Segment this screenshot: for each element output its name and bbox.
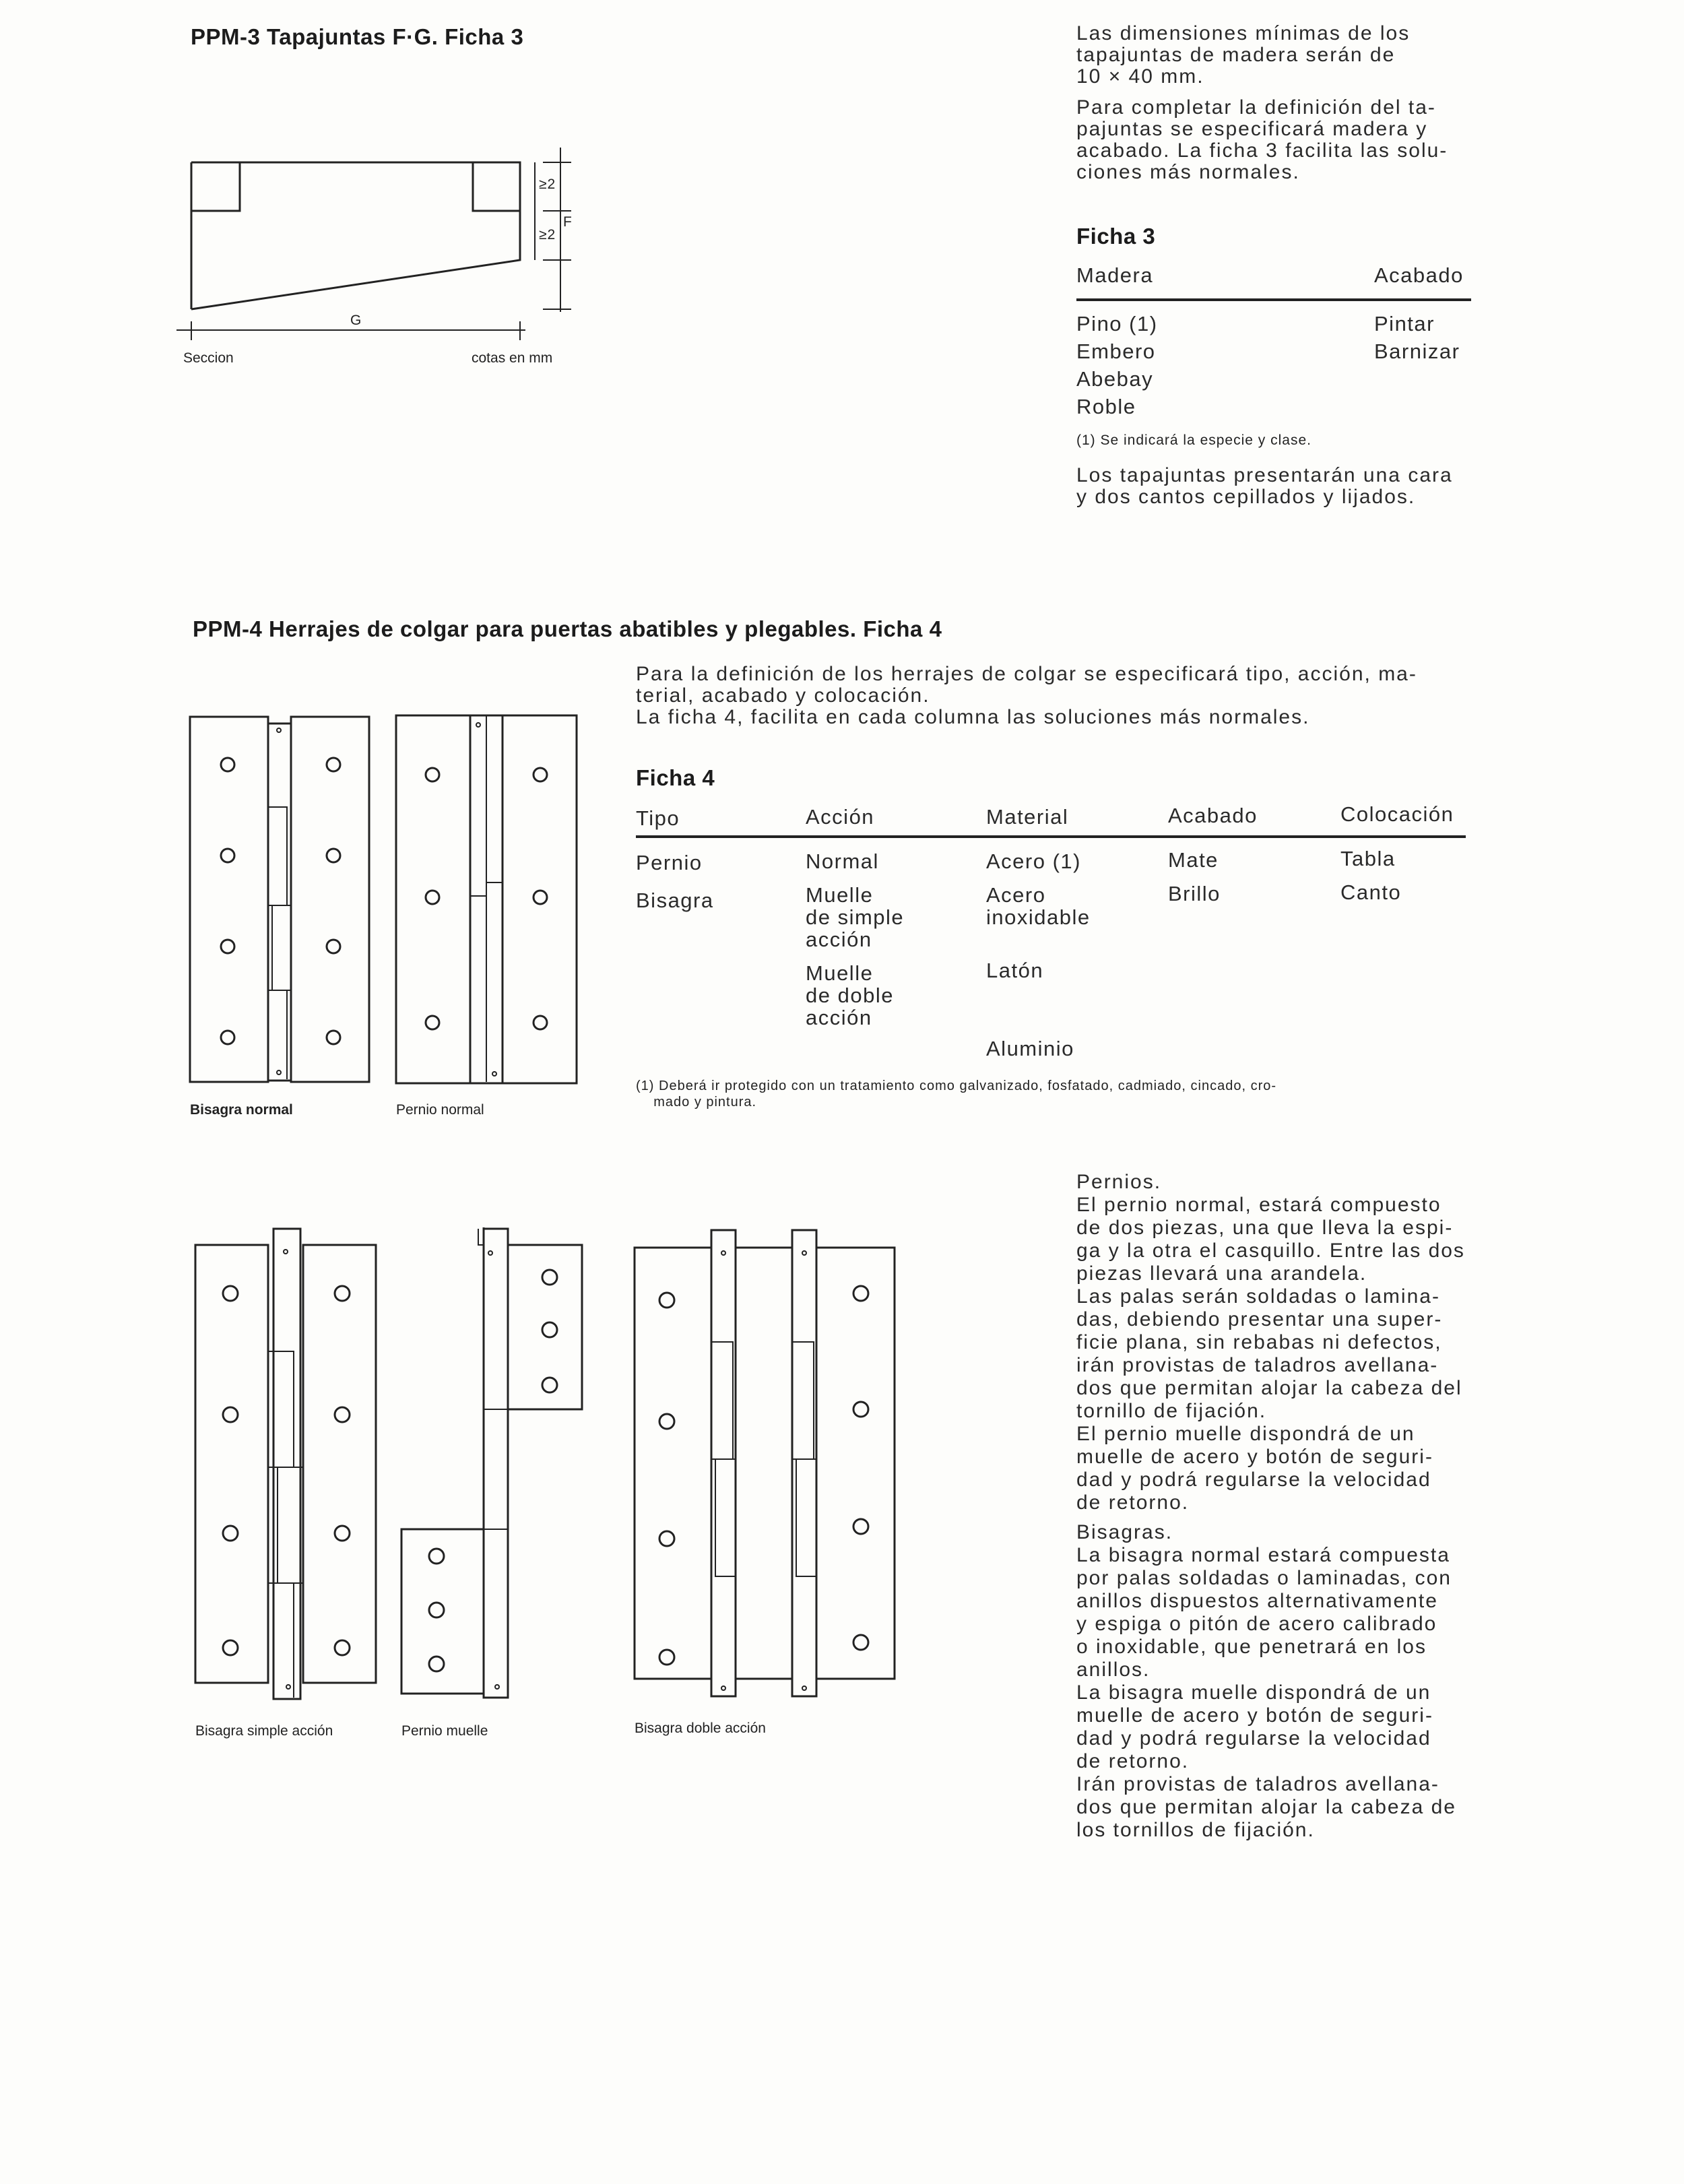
caption-bisagra-normal: Bisagra normal [190,1102,293,1118]
material-acero: Acero (1) [986,849,1081,873]
pernios-text: Pernios. El pernio normal, estará compuesto de dos piezas, una que lleva la espi- ga y la otra el casquillo. Entre las dos piezas llevará una arandela. Las palas serán soldadas o lamina- das, debiendo presentar una super- ficie plana, sin rebabas ni defectos, irán provistas de taladros avellana- dos que permitan alojar la cabeza del tornillo de fijación. El pernio muelle dispondrá de un muelle de acero y botón de seguri- dad y podrá regularse la velocidad de retorno. [1076,1171,1465,1514]
ficha4-rule [636,835,1466,838]
ppm4-intro: Para la definición de los herrajes de colgar se especificará tipo, acción, ma- terial, acabado y colocación. La ficha 4, facilita en cada columna las soluciones más normales. [636,663,1417,728]
madera-item: Roble [1076,395,1136,418]
ficha4-header-acabado: Acabado [1168,804,1258,827]
accion-muelle-simple: Muelle de simple acción [806,883,905,951]
material-aluminio: Aluminio [986,1037,1074,1060]
colocacion-tabla: Tabla [1340,847,1396,870]
material-acero-inox: Acero inoxidable [986,883,1091,929]
ficha3-footnote: (1) Se indicará la especie y clase. [1076,432,1311,448]
dim-label-g: G [350,313,362,328]
bisagras-text: Bisagras. La bisagra normal estará compuesta por palas soldadas o laminadas, con anillos dispuestos alternativamente y espiga o pitón de acero calibrado o inoxidable, que penetrará en los anillos. La bisagra muelle dispondrá de un muelle de acero y botón de seguri- dad y podrá regularse la velocidad de retorno. Irán provistas de taladros avellana- dos que permitan alojar la cabeza de los tornillos de fijación. [1076,1521,1456,1841]
acabado-mate: Mate [1168,848,1219,872]
ppm3-text [1076,23,1487,193]
accion-normal: Normal [806,849,879,873]
ficha3-acabado-list [1374,310,1460,365]
acabado-item: Barnizar [1374,340,1460,363]
tipo-bisagra: Bisagra [636,889,714,912]
material-laton: Latón [986,959,1044,982]
caption-bisagra-simple: Bisagra simple acción [195,1723,333,1739]
caption-pernio-normal: Pernio normal [396,1102,484,1118]
ficha4-footnote: (1) Deberá ir protegido con un tratamiento como galvanizado, fosfatado, cadmiado, cincado, cro- mado y pintura. [636,1079,1277,1110]
ppm3-paragraph-2: Para completar la definición del ta- pajuntas se especificará madera y acabado. La ficha 3 facilita las solu- ciones más normales. [1076,96,1448,183]
ficha3-header-madera: Madera [1076,263,1154,287]
bisagra-normal-drawing [189,714,377,1091]
ppm3-paragraph-1: Las dimensiones mínimas de los tapajuntas de madera serán de 10 × 40 mm. [1076,22,1411,88]
ficha4-header-accion: Acción [806,805,875,829]
acabado-brillo: Brillo [1168,882,1221,905]
madera-item: Abebay [1076,367,1154,391]
tipo-pernio: Pernio [636,851,703,874]
ficha4-header-tipo: Tipo [636,806,680,830]
ficha3-title: Ficha 3 [1076,224,1156,249]
ficha3-closing: Los tapajuntas presentarán una cara y dos cantos cepillados y lijados. [1076,464,1453,508]
ficha3-header-acabado: Acabado [1374,263,1464,287]
madera-item: Embero [1076,340,1156,363]
dim-label-a: ≥2 [539,176,556,192]
caption-pernio-muelle: Pernio muelle [401,1723,488,1739]
tapajuntas-section-drawing [162,138,579,367]
dim-label-b: ≥2 [539,227,556,243]
pernio-normal-drawing [395,714,583,1091]
acabado-item: Pintar [1374,312,1435,335]
ficha4-title: Ficha 4 [636,765,715,790]
dim-label-f: F [563,214,573,230]
ficha4-header-colocacion: Colocación [1340,802,1454,826]
ppm3-title: PPM-3 Tapajuntas F·G. Ficha 3 [191,24,524,49]
pernio-muelle-drawing [399,1226,601,1698]
caption-bisagra-doble: Bisagra doble acción [635,1721,766,1736]
ppm4-title: PPM-4 Herrajes de colgar para puertas abatibles y plegables. Ficha 4 [193,616,942,641]
bisagra-doble-accion-drawing [632,1226,915,1698]
colocacion-canto: Canto [1340,880,1402,904]
ficha4-header-material: Material [986,805,1069,829]
ficha3-madera-list [1076,310,1158,420]
madera-item: Pino (1) [1076,312,1158,335]
bisagra-simple-accion-drawing [193,1226,381,1698]
caption-cotas: cotas en mm [472,350,553,366]
ficha3-rule [1076,298,1471,301]
accion-muelle-doble: Muelle de doble acción [806,961,894,1029]
caption-seccion: Seccion [183,350,234,366]
